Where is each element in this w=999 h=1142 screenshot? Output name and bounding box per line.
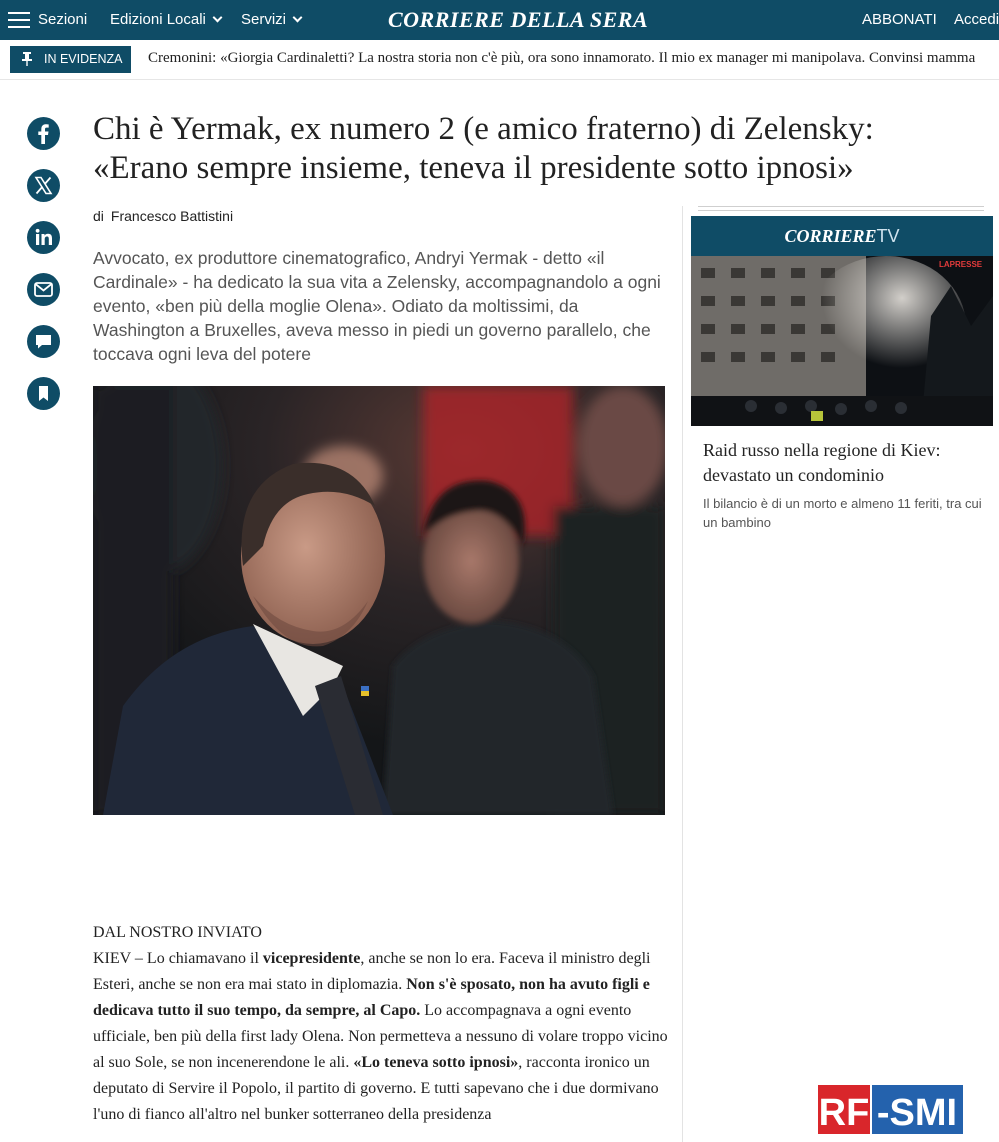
bookmark-button[interactable] — [27, 377, 60, 410]
watermark-smi: -SMI — [876, 1092, 958, 1134]
text-run: KIEV – Lo chiamavano il — [93, 950, 263, 967]
text-bold: «Lo teneva sotto ipnosi» — [353, 1054, 519, 1071]
tv-video-thumbnail[interactable] — [691, 256, 993, 426]
x-share-button[interactable] — [27, 169, 60, 202]
tv-video-title[interactable]: Raid russo nella regione di Kiev: devastato un condominio — [703, 440, 941, 485]
corriere-tv-header[interactable] — [691, 216, 993, 256]
article-paragraph — [93, 946, 668, 1128]
chevron-down-icon — [293, 13, 303, 23]
tv-video-subtitle: Il bilancio è di un morto e almeno 11 feriti, tra cui un bambino — [703, 496, 982, 530]
rf-smi-watermark-logo — [818, 1085, 963, 1134]
chevron-down-icon — [212, 13, 222, 23]
article-body — [93, 920, 668, 1128]
ticker-headline[interactable]: Cremonini: «Giorgia Cardinaletti? La nostra storia non c'è più, ora sono innamorato. Il mio ex manager mi manipolava. Convinsi mamma — [148, 50, 976, 66]
byline — [93, 208, 233, 224]
text-bold: Non s'è sposato, non ha avuto figli e dedicava tutto il suo tempo, da sempre, al Capo. — [93, 976, 650, 1019]
watermark-rf: RF — [818, 1092, 870, 1134]
text-run: , racconta ironico un deputato di Servire il Popolo, il partito di governo. E tutti sapevano che i due dormivano l'uno di fianco all'altro nel bunker sotterraneo della presidenza — [93, 1054, 659, 1123]
abbonati-button[interactable]: ABBONATI — [862, 11, 937, 28]
comment-button[interactable] — [27, 325, 60, 358]
byline-prefix: di — [93, 208, 104, 224]
tv-thumbnail-illustration — [691, 256, 993, 426]
column-divider — [682, 206, 683, 1142]
accedi-button[interactable]: Accedi — [954, 11, 999, 28]
sidebar-top-rule — [698, 206, 984, 211]
photo-illustration — [93, 386, 665, 815]
servizi-label: Servizi — [241, 11, 287, 28]
corriere-tv-suffix: TV — [876, 226, 900, 246]
edizioni-locali-menu[interactable] — [110, 0, 221, 40]
linkedin-icon — [27, 221, 60, 254]
text-run: Lo accompagnava a ogni evento ufficiale, ben più della first lady Olena. Non permetteva a nessuno di volare troppo vicino al suo Sole, se non incenerendone le ali. — [93, 1002, 668, 1071]
article-kicker: DAL NOSTRO INVIATO — [93, 924, 262, 941]
linkedin-share-button[interactable] — [27, 221, 60, 254]
in-evidenza-bar — [0, 40, 999, 80]
sezioni-button[interactable]: Sezioni — [38, 11, 88, 28]
x-icon — [27, 169, 60, 202]
text-bold: vicepresidente — [262, 950, 361, 967]
bookmark-icon — [27, 377, 60, 410]
facebook-icon — [27, 117, 60, 150]
text-run: , anche se non lo era. Faceva il ministro degli Esteri, anche se non era mai stato in diplomazia. — [93, 950, 651, 993]
corriere-tv-brand: CORRIERE — [784, 226, 877, 246]
tv-watermark: LAPRESSE — [939, 260, 983, 269]
article-main-photo[interactable] — [93, 386, 665, 815]
site-logo[interactable]: CORRIERE DELLA SERA — [388, 7, 649, 32]
author-link[interactable]: Francesco Battistini — [110, 208, 234, 224]
in-evidenza-label: IN EVIDENZA — [44, 52, 123, 66]
email-share-button[interactable] — [27, 273, 60, 306]
menu-icon[interactable] — [8, 12, 30, 28]
article-summary: Avvocato, ex produttore cinematografico, Andryi Yermak - detto «il Cardinale» - ha dedicato la sua vita a Zelensky, accompagnandolo a ogni evento, «ben più della moglie Olena». Odiato da moltissimi, da Washington a Bruxelles, aveva messo in piedi un governo parallelo, che toccava ogni leva del potere — [93, 248, 661, 364]
in-evidenza-badge — [10, 46, 131, 73]
pin-icon — [22, 52, 32, 66]
top-navigation-bar — [0, 0, 999, 40]
servizi-menu[interactable] — [241, 0, 301, 40]
comment-icon — [27, 325, 60, 358]
facebook-share-button[interactable] — [27, 117, 60, 150]
mail-icon — [27, 273, 60, 306]
edizioni-label: Edizioni Locali — [110, 11, 206, 28]
article-headline: Chi è Yermak, ex numero 2 (e amico fraterno) di Zelensky: «Erano sempre insieme, teneva il presidente sotto ipnosi» — [93, 111, 874, 186]
